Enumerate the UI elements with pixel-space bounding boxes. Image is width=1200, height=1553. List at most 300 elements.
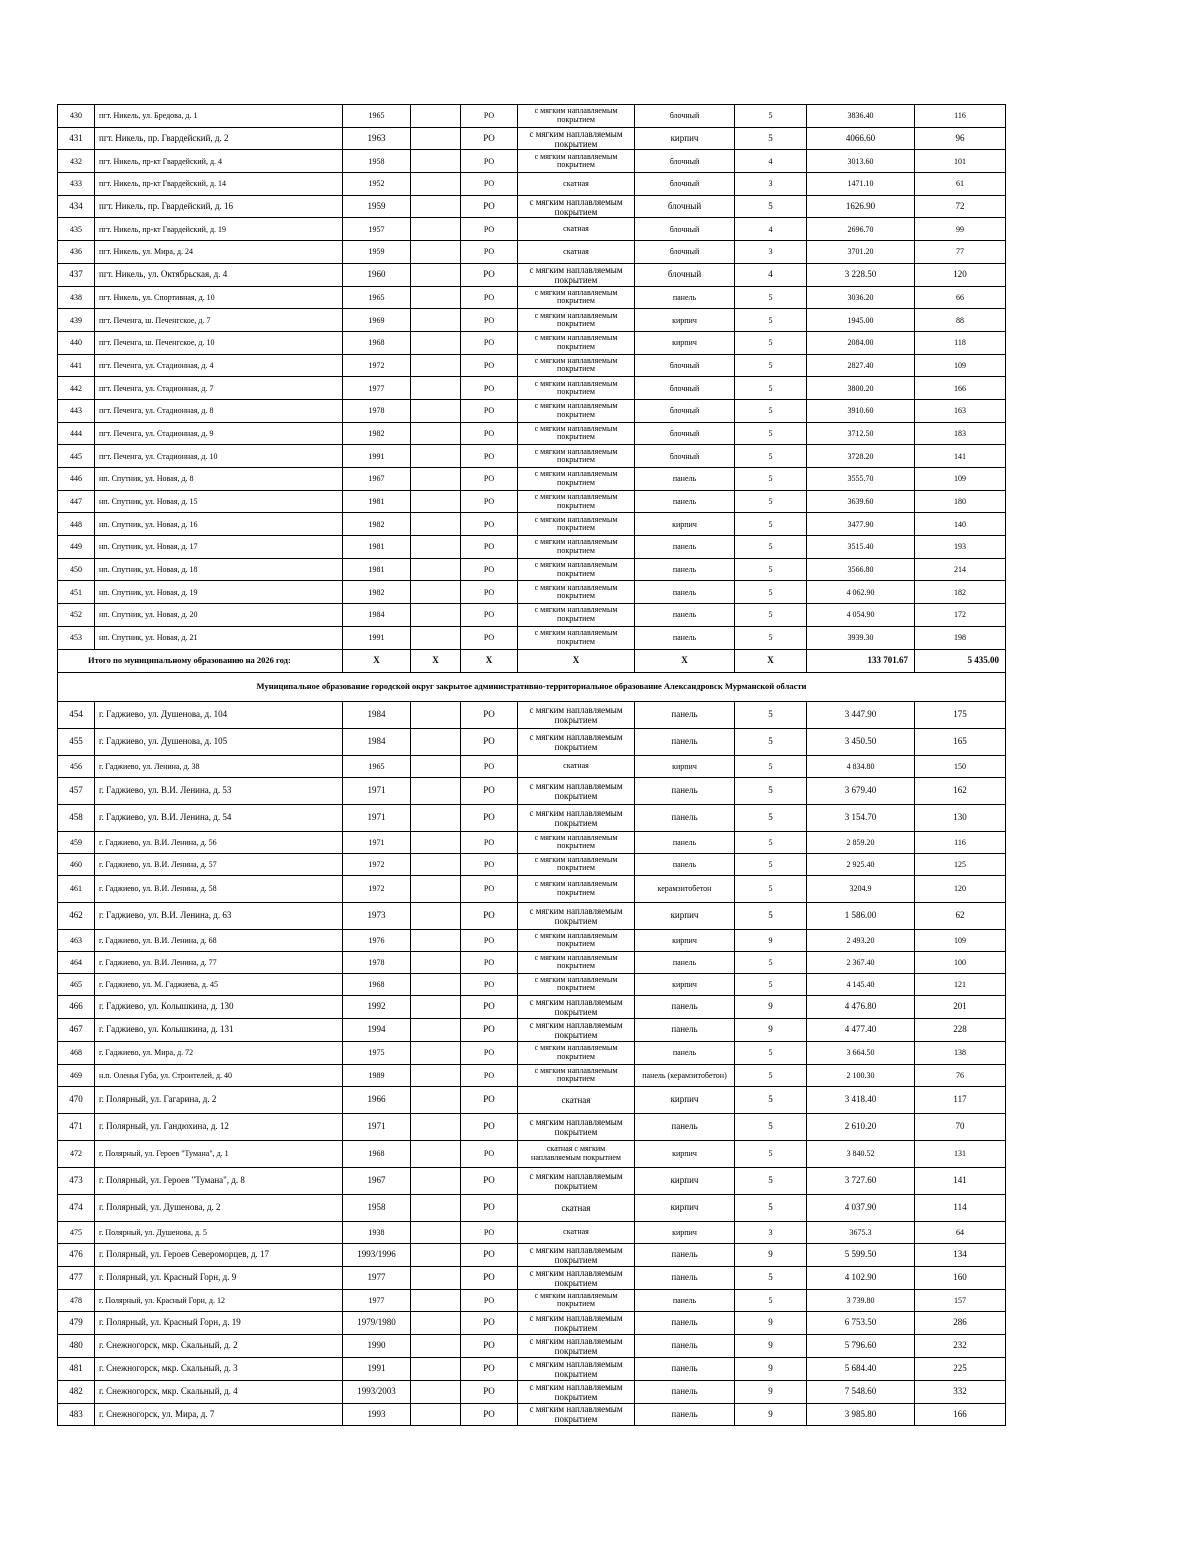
wall-material: кирпич xyxy=(635,973,735,995)
residents-count: 183 xyxy=(915,422,1006,445)
residents-count: 118 xyxy=(915,331,1006,354)
build-year: 1982 xyxy=(343,422,411,445)
wall-material: кирпич xyxy=(635,1140,735,1167)
wall-material: панель xyxy=(635,1266,735,1289)
floor-count: 3 xyxy=(735,241,807,264)
residents-count: 121 xyxy=(915,973,1006,995)
row-number: 458 xyxy=(58,804,95,831)
roof-type: скатная xyxy=(518,755,635,777)
row-number: 475 xyxy=(58,1221,95,1243)
empty-cell xyxy=(411,263,461,286)
empty-cell xyxy=(411,1289,461,1311)
address: г. Гаджиево, ул. Душенова, д. 104 xyxy=(95,701,343,728)
empty-cell xyxy=(411,1221,461,1243)
wall-material: блочный xyxy=(635,218,735,241)
row-number: 479 xyxy=(58,1311,95,1334)
total-area: 133 701.67 xyxy=(807,649,915,672)
residents-count: 134 xyxy=(915,1243,1006,1266)
row-number: 467 xyxy=(58,1018,95,1041)
row-number: 430 xyxy=(58,105,95,128)
empty-cell xyxy=(411,1167,461,1194)
table-row xyxy=(58,853,1006,875)
floor-count: 5 xyxy=(735,755,807,777)
total-area-value: 2084.00 xyxy=(807,331,915,354)
wall-material: блочный xyxy=(635,150,735,173)
empty-cell xyxy=(411,604,461,627)
empty-cell xyxy=(411,513,461,536)
row-number: 441 xyxy=(58,354,95,377)
address: г. Гаджиево, ул. В.И. Ленина, д. 77 xyxy=(95,951,343,973)
residents-count: 172 xyxy=(915,604,1006,627)
row-number: 457 xyxy=(58,777,95,804)
row-number: 462 xyxy=(58,902,95,929)
empty-cell xyxy=(411,973,461,995)
residents-count: 125 xyxy=(915,853,1006,875)
roof-type: с мягким наплавляемым покрытием xyxy=(518,1018,635,1041)
operator: РО xyxy=(461,1194,518,1221)
address: г. Гаджиево, ул. Колышкина, д. 131 xyxy=(95,1018,343,1041)
operator: РО xyxy=(461,241,518,264)
operator: РО xyxy=(461,468,518,491)
table-row xyxy=(58,263,1006,286)
empty-cell xyxy=(411,536,461,559)
wall-material: блочный xyxy=(635,173,735,196)
address: пгт. Печенга, ул. Стадионная, д. 10 xyxy=(95,445,343,468)
housing-table-sheet xyxy=(57,104,1005,1426)
total-area-value: 3939.30 xyxy=(807,626,915,649)
empty-cell xyxy=(411,951,461,973)
roof-type: с мягким наплавляемым покрытием xyxy=(518,536,635,559)
build-year: 1993/1996 xyxy=(343,1243,411,1266)
address: г. Гаджиево, ул. В.И. Ленина, д. 68 xyxy=(95,929,343,951)
floor-count: 5 xyxy=(735,1167,807,1194)
operator: РО xyxy=(461,804,518,831)
total-area-value: 3910.60 xyxy=(807,399,915,422)
address: г. Полярный, ул. Красный Горн, д. 9 xyxy=(95,1266,343,1289)
table-row xyxy=(58,558,1006,581)
build-year: 1989 xyxy=(343,1064,411,1086)
operator: РО xyxy=(461,309,518,332)
table-row xyxy=(58,218,1006,241)
wall-material: панель xyxy=(635,701,735,728)
roof-type: с мягким наплавляемым покрытием xyxy=(518,1380,635,1403)
address: г. Гаджиево, ул. Колышкина, д. 130 xyxy=(95,995,343,1018)
wall-material: кирпич xyxy=(635,1086,735,1113)
empty-cell xyxy=(411,853,461,875)
address: пгт. Никель, ул. Октябрьская, д. 4 xyxy=(95,263,343,286)
table-row xyxy=(58,728,1006,755)
table-row xyxy=(58,626,1006,649)
build-year: 1968 xyxy=(343,1140,411,1167)
residents-count: 77 xyxy=(915,241,1006,264)
roof-type: с мягким наплавляемым покрытием xyxy=(518,354,635,377)
address: г. Полярный, ул. Красный Горн, д. 12 xyxy=(95,1289,343,1311)
roof-type: с мягким наплавляемым покрытием xyxy=(518,445,635,468)
address: г. Гаджиево, ул. В.И. Ленина, д. 57 xyxy=(95,853,343,875)
table-row xyxy=(58,1243,1006,1266)
total-area-value: 2696.70 xyxy=(807,218,915,241)
wall-material: кирпич xyxy=(635,309,735,332)
total-area-value: 3836.40 xyxy=(807,105,915,128)
build-year: 1959 xyxy=(343,195,411,218)
total-area-value: 3 727.60 xyxy=(807,1167,915,1194)
total-area-value: 1 586.00 xyxy=(807,902,915,929)
operator: РО xyxy=(461,1311,518,1334)
floor-count: 3 xyxy=(735,173,807,196)
roof-type: скатная xyxy=(518,1221,635,1243)
residents-count: 140 xyxy=(915,513,1006,536)
operator: РО xyxy=(461,422,518,445)
empty-cell xyxy=(411,626,461,649)
residents-count: 193 xyxy=(915,536,1006,559)
empty-cell xyxy=(411,150,461,173)
section-row xyxy=(58,672,1006,701)
empty-cell xyxy=(411,875,461,902)
build-year: 1993 xyxy=(343,1403,411,1425)
roof-type: с мягким наплавляемым покрытием xyxy=(518,1064,635,1086)
table-row xyxy=(58,929,1006,951)
empty-cell xyxy=(411,755,461,777)
operator: РО xyxy=(461,1357,518,1380)
wall-material: блочный xyxy=(635,263,735,286)
wall-material: панель xyxy=(635,728,735,755)
roof-type: с мягким наплавляемым покрытием xyxy=(518,309,635,332)
operator: РО xyxy=(461,445,518,468)
floor-count: 4 xyxy=(735,218,807,241)
row-number: 444 xyxy=(58,422,95,445)
total-area-value: 3 679.40 xyxy=(807,777,915,804)
roof-type: с мягким наплавляемым покрытием xyxy=(518,1243,635,1266)
wall-material: панель xyxy=(635,1289,735,1311)
total-area-value: 3204.9 xyxy=(807,875,915,902)
roof-type: с мягким наплавляемым покрытием xyxy=(518,902,635,929)
build-year: 1977 xyxy=(343,1266,411,1289)
address: пгт. Печенга, ул. Стадионная, д. 4 xyxy=(95,354,343,377)
address: г. Гаджиево, ул. М. Гаджиева, д. 45 xyxy=(95,973,343,995)
row-number: 433 xyxy=(58,173,95,196)
empty-cell xyxy=(411,173,461,196)
address: г. Полярный, ул. Героев "Тумана", д. 1 xyxy=(95,1140,343,1167)
row-number: 451 xyxy=(58,581,95,604)
total-row xyxy=(58,649,1006,672)
address: нп. Спутник, ул. Новая, д. 8 xyxy=(95,468,343,491)
residents-count: 166 xyxy=(915,1403,1006,1425)
residents-count: 96 xyxy=(915,127,1006,150)
roof-type: скатная xyxy=(518,1086,635,1113)
total-area-value: 3 228.50 xyxy=(807,263,915,286)
row-number: 449 xyxy=(58,536,95,559)
operator: РО xyxy=(461,929,518,951)
table-row xyxy=(58,1357,1006,1380)
build-year: 1982 xyxy=(343,513,411,536)
table-row xyxy=(58,1140,1006,1167)
floor-count: 5 xyxy=(735,1194,807,1221)
build-year: 1975 xyxy=(343,1041,411,1064)
address: нп. Спутник, ул. Новая, д. 19 xyxy=(95,581,343,604)
total-wall-x: X xyxy=(635,649,735,672)
floor-count: 5 xyxy=(735,468,807,491)
address: г. Снежногорск, мкр. Скальный, д. 2 xyxy=(95,1334,343,1357)
operator: РО xyxy=(461,286,518,309)
total-area-value: 2 610.20 xyxy=(807,1113,915,1140)
empty-cell xyxy=(411,218,461,241)
row-number: 437 xyxy=(58,263,95,286)
row-number: 454 xyxy=(58,701,95,728)
total-area-value: 3477.90 xyxy=(807,513,915,536)
build-year: 1981 xyxy=(343,490,411,513)
total-area-value: 3 664.50 xyxy=(807,1041,915,1064)
build-year: 1958 xyxy=(343,150,411,173)
section-title: Муниципальное образование городской округ закрытое административно-территориальное образование Александровск Мурманской области xyxy=(58,672,1006,701)
table-row xyxy=(58,195,1006,218)
table-row xyxy=(58,581,1006,604)
empty-cell xyxy=(411,445,461,468)
build-year: 1990 xyxy=(343,1334,411,1357)
operator: РО xyxy=(461,1140,518,1167)
roof-type: с мягким наплавляемым покрытием xyxy=(518,1311,635,1334)
roof-type: с мягким наплавляемым покрытием xyxy=(518,626,635,649)
empty-cell xyxy=(411,1311,461,1334)
operator: РО xyxy=(461,1041,518,1064)
row-number: 460 xyxy=(58,853,95,875)
table-row xyxy=(58,241,1006,264)
floor-count: 5 xyxy=(735,377,807,400)
floor-count: 5 xyxy=(735,195,807,218)
build-year: 1979/1980 xyxy=(343,1311,411,1334)
floor-count: 3 xyxy=(735,1221,807,1243)
build-year: 1992 xyxy=(343,995,411,1018)
floor-count: 5 xyxy=(735,127,807,150)
floor-count: 9 xyxy=(735,929,807,951)
total-area-value: 3675.3 xyxy=(807,1221,915,1243)
row-number: 470 xyxy=(58,1086,95,1113)
address: г. Полярный, ул. Гагарина, д. 2 xyxy=(95,1086,343,1113)
total-label: Итого по муниципальному образованию на 2026 год: xyxy=(58,649,343,672)
table-row xyxy=(58,1086,1006,1113)
operator: РО xyxy=(461,1221,518,1243)
roof-type: скатная xyxy=(518,218,635,241)
build-year: 1965 xyxy=(343,755,411,777)
address: н.п. Оленья Губа, ул. Строителей, д. 40 xyxy=(95,1064,343,1086)
floor-count: 5 xyxy=(735,1140,807,1167)
wall-material: кирпич xyxy=(635,1194,735,1221)
floor-count: 5 xyxy=(735,902,807,929)
roof-type: с мягким наплавляемым покрытием xyxy=(518,468,635,491)
build-year: 1991 xyxy=(343,445,411,468)
empty-cell xyxy=(411,1018,461,1041)
address: г. Снежногорск, ул. Мира, д. 7 xyxy=(95,1403,343,1425)
wall-material: панель xyxy=(635,777,735,804)
total-area-value: 3 739.80 xyxy=(807,1289,915,1311)
floor-count: 5 xyxy=(735,309,807,332)
wall-material: панель xyxy=(635,853,735,875)
build-year: 1982 xyxy=(343,581,411,604)
operator: РО xyxy=(461,263,518,286)
wall-material: панель (керамзитобетон) xyxy=(635,1064,735,1086)
address: пгт. Никель, пр-кт Гвардейский, д. 19 xyxy=(95,218,343,241)
wall-material: блочный xyxy=(635,195,735,218)
floor-count: 5 xyxy=(735,354,807,377)
floor-count: 5 xyxy=(735,1064,807,1086)
operator: РО xyxy=(461,1167,518,1194)
row-number: 432 xyxy=(58,150,95,173)
table-row xyxy=(58,1289,1006,1311)
total-area-value: 3712.50 xyxy=(807,422,915,445)
total-area-value: 3555.70 xyxy=(807,468,915,491)
total-area-value: 4 477.40 xyxy=(807,1018,915,1041)
wall-material: панель xyxy=(635,804,735,831)
residents-count: 286 xyxy=(915,1311,1006,1334)
build-year: 1991 xyxy=(343,626,411,649)
wall-material: керамзитобетон xyxy=(635,875,735,902)
roof-type: скатная xyxy=(518,241,635,264)
total-area-value: 4 054.90 xyxy=(807,604,915,627)
total-area-value: 3 450.50 xyxy=(807,728,915,755)
roof-type: с мягким наплавляемым покрытием xyxy=(518,1041,635,1064)
wall-material: кирпич xyxy=(635,1167,735,1194)
address: пгт. Печенга, ул. Стадионная, д. 8 xyxy=(95,399,343,422)
total-floors-x: X xyxy=(735,649,807,672)
row-number: 482 xyxy=(58,1380,95,1403)
residents-count: 116 xyxy=(915,105,1006,128)
wall-material: блочный xyxy=(635,241,735,264)
roof-type: с мягким наплавляемым покрытием xyxy=(518,377,635,400)
operator: РО xyxy=(461,1113,518,1140)
floor-count: 5 xyxy=(735,422,807,445)
operator: РО xyxy=(461,105,518,128)
row-number: 442 xyxy=(58,377,95,400)
residents-count: 116 xyxy=(915,831,1006,853)
row-number: 446 xyxy=(58,468,95,491)
residents-count: 109 xyxy=(915,929,1006,951)
row-number: 448 xyxy=(58,513,95,536)
build-year: 1971 xyxy=(343,1113,411,1140)
row-number: 443 xyxy=(58,399,95,422)
row-number: 452 xyxy=(58,604,95,627)
row-number: 480 xyxy=(58,1334,95,1357)
empty-cell xyxy=(411,1194,461,1221)
total-area-value: 4 102.90 xyxy=(807,1266,915,1289)
residents-count: 141 xyxy=(915,1167,1006,1194)
operator: РО xyxy=(461,902,518,929)
row-number: 465 xyxy=(58,973,95,995)
wall-material: панель xyxy=(635,951,735,973)
address: нп. Спутник, ул. Новая, д. 17 xyxy=(95,536,343,559)
address: пгт. Никель, пр. Гвардейский, д. 2 xyxy=(95,127,343,150)
empty-cell xyxy=(411,422,461,445)
operator: РО xyxy=(461,1064,518,1086)
wall-material: кирпич xyxy=(635,127,735,150)
floor-count: 5 xyxy=(735,1266,807,1289)
floor-count: 5 xyxy=(735,1113,807,1140)
empty-cell xyxy=(411,286,461,309)
row-number: 431 xyxy=(58,127,95,150)
table-row xyxy=(58,354,1006,377)
wall-material: панель xyxy=(635,468,735,491)
address: пгт. Печенга, ул. Стадионная, д. 9 xyxy=(95,422,343,445)
row-number: 476 xyxy=(58,1243,95,1266)
wall-material: панель xyxy=(635,286,735,309)
total-col4-x: X xyxy=(411,649,461,672)
operator: РО xyxy=(461,1086,518,1113)
total-area-value: 4066.60 xyxy=(807,127,915,150)
roof-type: с мягким наплавляемым покрытием xyxy=(518,490,635,513)
build-year: 1976 xyxy=(343,929,411,951)
row-number: 438 xyxy=(58,286,95,309)
roof-type: с мягким наплавляемым покрытием xyxy=(518,701,635,728)
floor-count: 4 xyxy=(735,263,807,286)
residents-count: 120 xyxy=(915,263,1006,286)
empty-cell xyxy=(411,1266,461,1289)
total-year-x: X xyxy=(343,649,411,672)
empty-cell xyxy=(411,331,461,354)
address: пгт. Печенга, ш. Печенгское, д. 7 xyxy=(95,309,343,332)
empty-cell xyxy=(411,1334,461,1357)
row-number: 468 xyxy=(58,1041,95,1064)
total-area-value: 1471.10 xyxy=(807,173,915,196)
wall-material: блочный xyxy=(635,399,735,422)
address: пгт. Печенга, ш. Печенгское, д. 10 xyxy=(95,331,343,354)
table-row xyxy=(58,445,1006,468)
address: г. Гаджиево, ул. В.И. Ленина, д. 63 xyxy=(95,902,343,929)
total-area-value: 3 840.52 xyxy=(807,1140,915,1167)
total-area-value: 3566.80 xyxy=(807,558,915,581)
build-year: 1977 xyxy=(343,1289,411,1311)
address: пгт. Никель, ул. Спортивная, д. 10 xyxy=(95,286,343,309)
table-row xyxy=(58,831,1006,853)
floor-count: 5 xyxy=(735,951,807,973)
table-row xyxy=(58,973,1006,995)
total-area-value: 3036.20 xyxy=(807,286,915,309)
residents-count: 141 xyxy=(915,445,1006,468)
residents-count: 180 xyxy=(915,490,1006,513)
build-year: 1971 xyxy=(343,777,411,804)
total-area-value: 4 062.90 xyxy=(807,581,915,604)
address: г. Полярный, ул. Красный Горн, д. 19 xyxy=(95,1311,343,1334)
total-roof-x: X xyxy=(518,649,635,672)
floor-count: 9 xyxy=(735,1380,807,1403)
operator: РО xyxy=(461,581,518,604)
row-number: 436 xyxy=(58,241,95,264)
residents-count: 70 xyxy=(915,1113,1006,1140)
build-year: 1981 xyxy=(343,558,411,581)
floor-count: 9 xyxy=(735,1243,807,1266)
empty-cell xyxy=(411,1041,461,1064)
address: нп. Спутник, ул. Новая, д. 20 xyxy=(95,604,343,627)
total-area-value: 2 367.40 xyxy=(807,951,915,973)
residents-count: 225 xyxy=(915,1357,1006,1380)
empty-cell xyxy=(411,377,461,400)
roof-type: с мягким наплавляемым покрытием xyxy=(518,127,635,150)
operator: РО xyxy=(461,777,518,804)
table-row xyxy=(58,422,1006,445)
address: г. Снежногорск, мкр. Скальный, д. 3 xyxy=(95,1357,343,1380)
build-year: 1967 xyxy=(343,1167,411,1194)
empty-cell xyxy=(411,105,461,128)
build-year: 1981 xyxy=(343,536,411,559)
residents-count: 114 xyxy=(915,1194,1006,1221)
total-area-value: 2 925.40 xyxy=(807,853,915,875)
empty-cell xyxy=(411,1064,461,1086)
operator: РО xyxy=(461,1403,518,1425)
roof-type: с мягким наплавляемым покрытием xyxy=(518,286,635,309)
table-row xyxy=(58,1018,1006,1041)
row-number: 474 xyxy=(58,1194,95,1221)
address: пгт. Никель, ул. Мира, д. 24 xyxy=(95,241,343,264)
residents-count: 201 xyxy=(915,995,1006,1018)
total-area-value: 3515.40 xyxy=(807,536,915,559)
build-year: 1968 xyxy=(343,331,411,354)
